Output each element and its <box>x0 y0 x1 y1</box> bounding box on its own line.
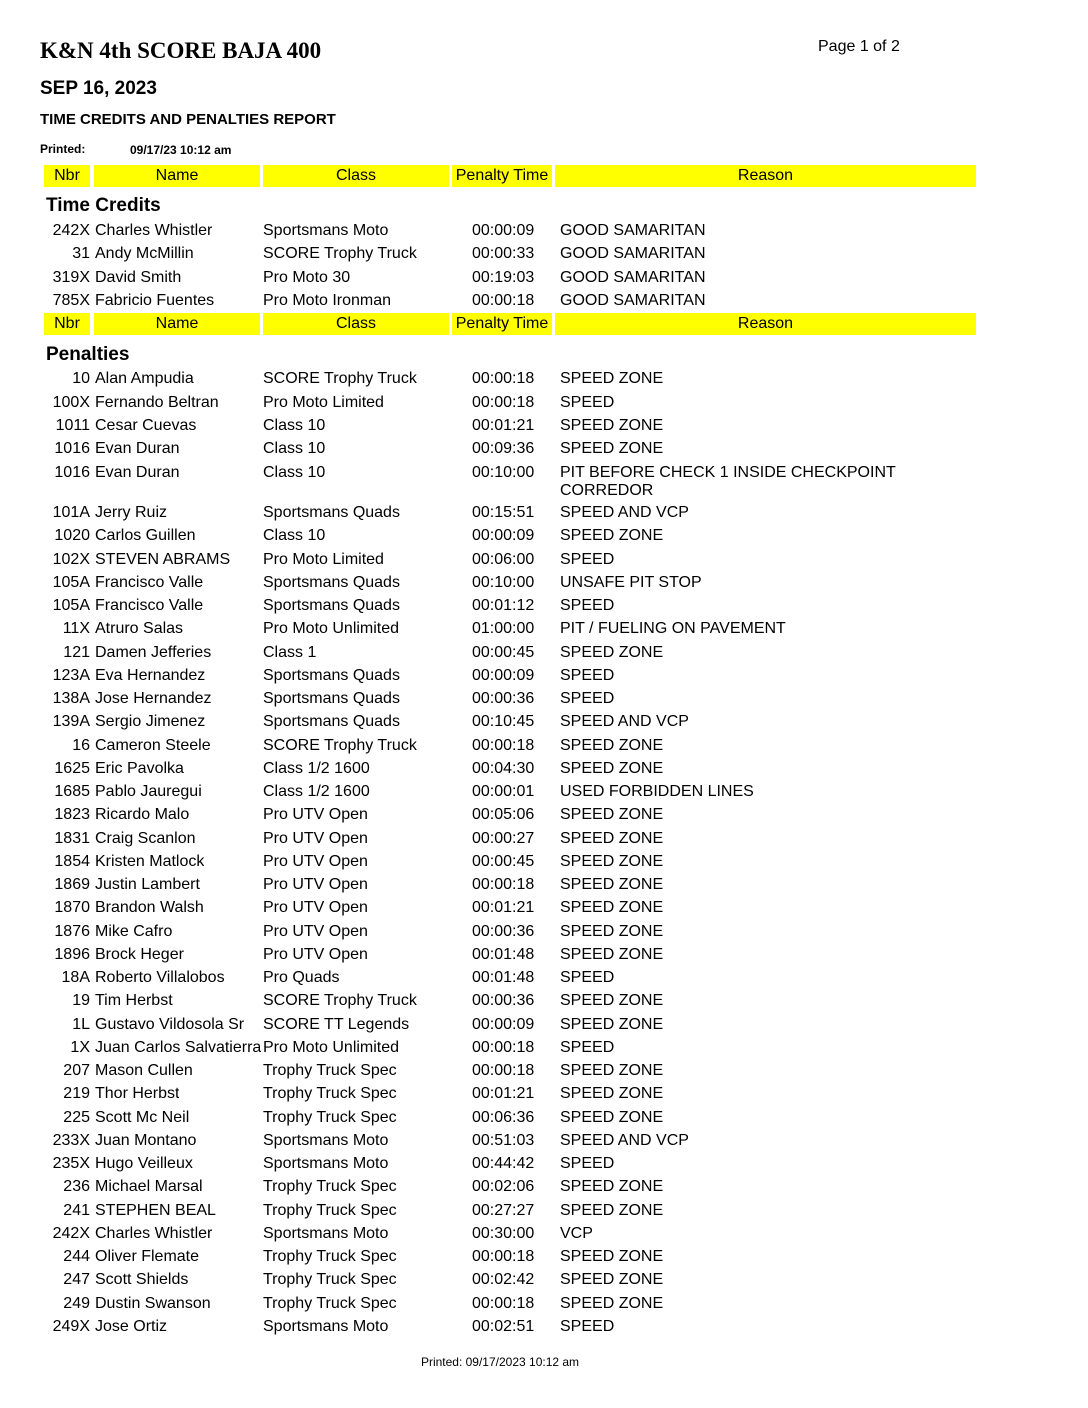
row-nbr: 785X <box>52 292 90 309</box>
column-header-class: Class <box>263 313 449 335</box>
row-penalty-time: 00:09:36 <box>472 440 535 457</box>
row-nbr: 11X <box>62 620 90 637</box>
row-penalty-time: 00:01:48 <box>472 946 535 963</box>
row-penalty-time: 00:00:09 <box>472 527 535 544</box>
row-nbr: 18A <box>61 969 90 986</box>
row-reason: SPEED ZONE <box>560 946 664 963</box>
row-name: Evan Duran <box>95 440 180 457</box>
row-penalty-time: 00:51:03 <box>472 1132 535 1149</box>
column-header-penalty-time: Penalty Time <box>452 313 552 335</box>
row-nbr: 1896 <box>54 946 90 963</box>
row-class: Class 10 <box>263 464 326 481</box>
row-nbr: 236 <box>63 1178 90 1195</box>
row-nbr: 105A <box>52 597 90 614</box>
row-reason: SPEED <box>560 1155 615 1172</box>
row-nbr: 1625 <box>54 760 90 777</box>
column-header-reason: Reason <box>555 313 976 335</box>
row-name: Eva Hernandez <box>95 667 206 684</box>
row-penalty-time: 00:00:27 <box>472 830 535 847</box>
row-reason: SPEED ZONE <box>560 417 664 434</box>
row-class: Class 1/2 1600 <box>263 760 370 777</box>
row-nbr: 219 <box>63 1085 90 1102</box>
row-class: Trophy Truck Spec <box>263 1109 397 1126</box>
row-penalty-time: 00:01:12 <box>472 597 535 614</box>
row-penalty-time: 00:00:45 <box>472 853 535 870</box>
row-reason: SPEED AND VCP <box>560 713 689 730</box>
row-name: Scott Shields <box>95 1271 189 1288</box>
row-reason: SPEED ZONE <box>560 1271 664 1288</box>
row-class: Sportsmans Moto <box>263 1225 389 1242</box>
column-header-class: Class <box>263 165 449 187</box>
row-reason: SPEED ZONE <box>560 1109 664 1126</box>
row-class: Pro UTV Open <box>263 899 368 916</box>
row-class: Pro Moto Limited <box>263 551 384 568</box>
row-reason: SPEED ZONE <box>560 1178 664 1195</box>
row-name: Charles Whistler <box>95 222 213 239</box>
row-class: Sportsmans Moto <box>263 1155 389 1172</box>
row-class: Sportsmans Quads <box>263 574 400 591</box>
row-name: Jerry Ruiz <box>95 504 168 521</box>
row-nbr: 102X <box>52 551 90 568</box>
row-penalty-time: 00:02:42 <box>472 1271 535 1288</box>
row-nbr: 249X <box>52 1318 90 1335</box>
row-penalty-time: 01:00:00 <box>472 620 535 637</box>
row-name: Cameron Steele <box>95 737 211 754</box>
row-penalty-time: 00:06:00 <box>472 551 535 568</box>
row-reason: VCP <box>560 1225 593 1242</box>
row-nbr: 207 <box>63 1062 90 1079</box>
row-class: Sportsmans Moto <box>263 222 389 239</box>
column-header-name: Name <box>94 313 260 335</box>
row-class: Trophy Truck Spec <box>263 1202 397 1219</box>
column-header-nbr: Nbr <box>44 313 90 335</box>
row-class: Pro UTV Open <box>263 876 368 893</box>
row-penalty-time: 00:00:18 <box>472 876 535 893</box>
row-name: Andy McMillin <box>95 245 194 262</box>
printed-value: 09/17/23 10:12 am <box>130 143 232 157</box>
row-nbr: 319X <box>52 269 90 286</box>
row-reason: SPEED ZONE <box>560 1248 664 1265</box>
column-header-penalty-time: Penalty Time <box>452 165 552 187</box>
row-penalty-time: 00:01:21 <box>472 1085 535 1102</box>
row-name: Damen Jefferies <box>95 644 212 661</box>
row-nbr: 1870 <box>54 899 90 916</box>
row-name: Alan Ampudia <box>95 370 194 387</box>
row-nbr: 1876 <box>54 923 90 940</box>
row-nbr: 1831 <box>54 830 90 847</box>
row-reason: GOOD SAMARITAN <box>560 292 706 309</box>
row-penalty-time: 00:00:18 <box>472 292 535 309</box>
row-name: Francisco Valle <box>95 574 204 591</box>
row-reason: GOOD SAMARITAN <box>560 222 706 239</box>
row-class: Trophy Truck Spec <box>263 1295 397 1312</box>
row-reason: SPEED ZONE <box>560 370 664 387</box>
printed-label: Printed: <box>40 142 86 156</box>
row-nbr: 242X <box>52 222 90 239</box>
row-reason: SPEED <box>560 667 615 684</box>
row-penalty-time: 00:01:21 <box>472 899 535 916</box>
row-reason: SPEED ZONE <box>560 1202 664 1219</box>
row-class: Sportsmans Quads <box>263 690 400 707</box>
section-title-penalties: Penalties <box>46 344 130 365</box>
row-reason: SPEED <box>560 969 615 986</box>
row-class: SCORE TT Legends <box>263 1016 410 1033</box>
row-name: Mike Cafro <box>95 923 173 940</box>
row-penalty-time: 00:00:18 <box>472 1248 535 1265</box>
row-nbr: 138A <box>52 690 90 707</box>
row-class: Pro UTV Open <box>263 830 368 847</box>
row-name: STEVEN ABRAMS <box>95 551 231 568</box>
row-penalty-time: 00:44:42 <box>472 1155 535 1172</box>
row-reason: SPEED AND VCP <box>560 504 689 521</box>
row-nbr: 1X <box>70 1039 90 1056</box>
row-penalty-time: 00:00:33 <box>472 245 535 262</box>
row-nbr: 1869 <box>54 876 90 893</box>
row-reason: SPEED <box>560 690 615 707</box>
row-name: Craig Scanlon <box>95 830 196 847</box>
row-name: Kristen Matlock <box>95 853 205 870</box>
row-class: Sportsmans Moto <box>263 1132 389 1149</box>
row-class: Pro Moto 30 <box>263 269 351 286</box>
row-name: Michael Marsal <box>95 1178 203 1195</box>
section-title-time-credits: Time Credits <box>46 195 161 216</box>
row-penalty-time: 00:00:01 <box>472 783 535 800</box>
row-name: Jose Ortiz <box>95 1318 168 1335</box>
row-nbr: 225 <box>63 1109 90 1126</box>
column-header-reason: Reason <box>555 165 976 187</box>
row-nbr: 233X <box>52 1132 90 1149</box>
row-penalty-time: 00:06:36 <box>472 1109 535 1126</box>
row-class: Pro UTV Open <box>263 853 368 870</box>
row-penalty-time: 00:00:18 <box>472 1039 535 1056</box>
row-penalty-time: 00:05:06 <box>472 806 535 823</box>
row-reason: SPEED <box>560 1039 615 1056</box>
row-reason: SPEED <box>560 1318 615 1335</box>
row-nbr: 105A <box>52 574 90 591</box>
report-title: K&N 4th SCORE BAJA 400 <box>40 38 322 63</box>
row-name: Justin Lambert <box>95 876 200 893</box>
row-class: Pro Moto Unlimited <box>263 1039 400 1056</box>
row-class: SCORE Trophy Truck <box>263 370 417 387</box>
report-subtitle: TIME CREDITS AND PENALTIES REPORT <box>40 111 336 128</box>
row-penalty-time: 00:00:36 <box>472 690 535 707</box>
row-name: Eric Pavolka <box>95 760 184 777</box>
row-name: Ricardo Malo <box>95 806 190 823</box>
row-nbr: 1854 <box>54 853 90 870</box>
row-penalty-time: 00:00:18 <box>472 370 535 387</box>
row-reason: SPEED ZONE <box>560 737 664 754</box>
row-penalty-time: 00:00:09 <box>472 222 535 239</box>
row-penalty-time: 00:02:51 <box>472 1318 535 1335</box>
row-name: Thor Herbst <box>95 1085 180 1102</box>
row-name: Juan Montano <box>95 1132 197 1149</box>
row-nbr: 1823 <box>54 806 90 823</box>
row-reason: SPEED ZONE <box>560 853 664 870</box>
row-penalty-time: 00:30:00 <box>472 1225 535 1242</box>
row-class: Pro Moto Ironman <box>263 292 392 309</box>
row-nbr: 241 <box>63 1202 90 1219</box>
row-class: Sportsmans Quads <box>263 713 400 730</box>
row-nbr: 1011 <box>55 417 90 434</box>
row-nbr: 101A <box>52 504 90 521</box>
row-name: David Smith <box>95 269 182 286</box>
row-reason: PIT BEFORE CHECK 1 INSIDE CHECKPOINT CORREDOR <box>560 464 896 499</box>
row-name: Jose Hernandez <box>95 690 212 707</box>
row-nbr: 1016 <box>54 440 90 457</box>
column-header-name: Name <box>94 165 260 187</box>
row-penalty-time: 00:10:45 <box>472 713 535 730</box>
row-reason: SPEED ZONE <box>560 644 664 661</box>
column-header-nbr: Nbr <box>44 165 90 187</box>
row-class: Class 10 <box>263 417 326 434</box>
row-name: Charles Whistler <box>95 1225 213 1242</box>
row-class: Pro UTV Open <box>263 946 368 963</box>
row-class: Class 1 <box>263 644 317 661</box>
footer-printed: Printed: 09/17/2023 10:12 am <box>420 1355 580 1369</box>
row-nbr: 123A <box>52 667 90 684</box>
row-nbr: 10 <box>72 370 90 387</box>
row-class: Trophy Truck Spec <box>263 1085 397 1102</box>
row-reason: SPEED ZONE <box>560 830 664 847</box>
row-name: Sergio Jimenez <box>95 713 206 730</box>
row-name: Juan Carlos Salvatierra <box>95 1039 261 1056</box>
row-name: Scott Mc Neil <box>95 1109 190 1126</box>
row-name: Mason Cullen <box>95 1062 193 1079</box>
row-nbr: 249 <box>63 1295 90 1312</box>
row-reason: SPEED ZONE <box>560 806 664 823</box>
row-penalty-time: 00:27:27 <box>472 1202 535 1219</box>
row-class: Pro Moto Unlimited <box>263 620 400 637</box>
row-penalty-time: 00:00:18 <box>472 1295 535 1312</box>
page-indicator: Page 1 of 2 <box>818 38 900 55</box>
row-penalty-time: 00:00:36 <box>472 992 535 1009</box>
row-nbr: 100X <box>52 394 90 411</box>
row-name: Carlos Guillen <box>95 527 196 544</box>
row-name: Evan Duran <box>95 464 180 481</box>
row-name: Fabricio Fuentes <box>95 292 215 309</box>
row-class: Trophy Truck Spec <box>263 1062 397 1079</box>
row-reason: SPEED ZONE <box>560 760 664 777</box>
row-reason: GOOD SAMARITAN <box>560 269 706 286</box>
row-nbr: 1L <box>72 1016 90 1033</box>
row-name: Roberto Villalobos <box>95 969 225 986</box>
row-nbr: 16 <box>72 737 90 754</box>
row-name: Oliver Flemate <box>95 1248 200 1265</box>
row-class: SCORE Trophy Truck <box>263 245 417 262</box>
row-nbr: 247 <box>63 1271 90 1288</box>
row-nbr: 121 <box>63 644 90 661</box>
row-class: Trophy Truck Spec <box>263 1178 397 1195</box>
row-class: Sportsmans Moto <box>263 1318 389 1335</box>
row-reason: SPEED ZONE <box>560 1295 664 1312</box>
row-class: Pro Quads <box>263 969 340 986</box>
row-reason: SPEED ZONE <box>560 992 664 1009</box>
row-name: STEPHEN BEAL <box>95 1202 216 1219</box>
row-nbr: 1685 <box>54 783 90 800</box>
row-name: Francisco Valle <box>95 597 204 614</box>
row-nbr: 1016 <box>54 464 90 481</box>
row-penalty-time: 00:00:36 <box>472 923 535 940</box>
row-reason: SPEED ZONE <box>560 440 664 457</box>
row-penalty-time: 00:15:51 <box>472 504 535 521</box>
row-penalty-time: 00:00:18 <box>472 394 535 411</box>
row-nbr: 19 <box>72 992 90 1009</box>
row-penalty-time: 00:00:45 <box>472 644 535 661</box>
row-class: Sportsmans Quads <box>263 667 400 684</box>
row-class: Trophy Truck Spec <box>263 1271 397 1288</box>
row-class: Class 1/2 1600 <box>263 783 370 800</box>
row-reason: UNSAFE PIT STOP <box>560 574 702 591</box>
row-class: SCORE Trophy Truck <box>263 737 417 754</box>
row-reason: SPEED ZONE <box>560 1016 664 1033</box>
row-nbr: 242X <box>52 1225 90 1242</box>
row-penalty-time: 00:01:21 <box>472 417 535 434</box>
row-nbr: 244 <box>63 1248 90 1265</box>
row-nbr: 139A <box>52 713 90 730</box>
row-reason: SPEED <box>560 394 615 411</box>
row-reason: SPEED <box>560 551 615 568</box>
row-name: Atruro Salas <box>95 620 184 637</box>
row-class: Class 10 <box>263 527 326 544</box>
row-name: Dustin Swanson <box>95 1295 211 1312</box>
row-class: Sportsmans Quads <box>263 504 400 521</box>
row-nbr: 235X <box>52 1155 90 1172</box>
row-penalty-time: 00:10:00 <box>472 574 535 591</box>
row-reason: SPEED ZONE <box>560 899 664 916</box>
row-reason: SPEED <box>560 597 615 614</box>
row-class: Sportsmans Quads <box>263 597 400 614</box>
row-reason: USED FORBIDDEN LINES <box>560 783 754 800</box>
row-reason: SPEED ZONE <box>560 923 664 940</box>
row-name: Gustavo Vildosola Sr <box>95 1016 245 1033</box>
row-penalty-time: 00:02:06 <box>472 1178 535 1195</box>
row-name: Fernando Beltran <box>95 394 219 411</box>
row-reason: SPEED AND VCP <box>560 1132 689 1149</box>
row-class: Class 10 <box>263 440 326 457</box>
row-name: Pablo Jauregui <box>95 783 202 800</box>
event-date: SEP 16, 2023 <box>40 78 157 99</box>
row-reason: SPEED ZONE <box>560 1085 664 1102</box>
row-name: Hugo Veilleux <box>95 1155 193 1172</box>
row-nbr: 1020 <box>54 527 90 544</box>
row-reason: SPEED ZONE <box>560 876 664 893</box>
row-name: Tim Herbst <box>95 992 173 1009</box>
row-class: Pro UTV Open <box>263 806 368 823</box>
row-class: Pro Moto Limited <box>263 394 384 411</box>
row-nbr: 31 <box>72 245 90 262</box>
row-name: Cesar Cuevas <box>95 417 197 434</box>
row-penalty-time: 00:04:30 <box>472 760 535 777</box>
row-penalty-time: 00:00:18 <box>472 1062 535 1079</box>
row-reason: GOOD SAMARITAN <box>560 245 706 262</box>
row-penalty-time: 00:00:18 <box>472 737 535 754</box>
row-class: Pro UTV Open <box>263 923 368 940</box>
row-penalty-time: 00:01:48 <box>472 969 535 986</box>
row-reason: SPEED ZONE <box>560 527 664 544</box>
row-penalty-time: 00:10:00 <box>472 464 535 481</box>
row-penalty-time: 00:00:09 <box>472 1016 535 1033</box>
row-reason: SPEED ZONE <box>560 1062 664 1079</box>
row-name: Brock Heger <box>95 946 184 963</box>
row-penalty-time: 00:19:03 <box>472 269 535 286</box>
row-penalty-time: 00:00:09 <box>472 667 535 684</box>
row-reason: PIT / FUELING ON PAVEMENT <box>560 620 786 637</box>
row-name: Brandon Walsh <box>95 899 204 916</box>
row-class: SCORE Trophy Truck <box>263 992 417 1009</box>
row-class: Trophy Truck Spec <box>263 1248 397 1265</box>
